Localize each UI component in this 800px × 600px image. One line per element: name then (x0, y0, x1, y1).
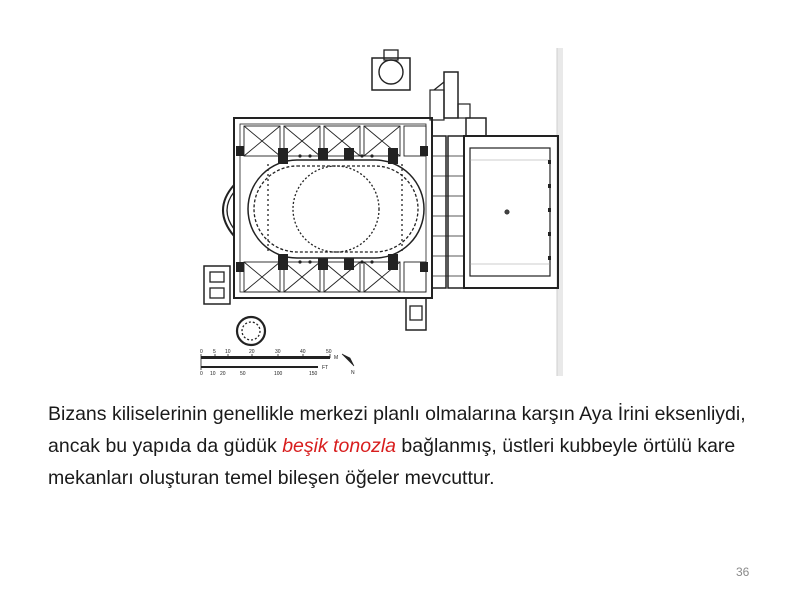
scale-bottom-tick: 10 (210, 371, 216, 377)
page-number: 36 (736, 565, 750, 579)
scale-top-tick: 40 (300, 349, 306, 355)
scale-top-tick: 5 (213, 349, 216, 355)
scale-top-tick: 30 (275, 349, 281, 355)
floor-plan-figure (196, 46, 566, 378)
scale-bottom-tick: 100 (274, 371, 283, 377)
scale-bottom-tick: 150 (309, 371, 318, 377)
north-arrow-icon (342, 354, 354, 366)
scale-bottom-tick: 50 (240, 371, 246, 377)
scale-top-tick: 20 (249, 349, 255, 355)
scale-top-tick: 0 (200, 349, 203, 355)
scale-bottom-tick: 0 (200, 371, 203, 377)
scale-bottom-unit: FT (322, 365, 329, 371)
slide-body-text (48, 398, 768, 494)
scale-top-tick: 50 (326, 349, 332, 355)
body-text-part: Bizans kiliselerinin genellikle merkezi planlı olmalarına karşın Aya İrini eksenliydi, ancak bu yapıda da güdük (48, 403, 746, 457)
body-text-part: bağlanmış, üstleri kubbeyle örtülü kare mekanları oluşturan temel bileşen öğeler mevcuttur. (48, 435, 736, 489)
highlight-term: beşik tonozla (282, 435, 397, 457)
scale-top-tick: 10 (225, 349, 231, 355)
scale-bottom-tick: 20 (220, 371, 226, 377)
north-label: N (351, 370, 355, 376)
scale-top-unit: M (334, 355, 339, 361)
